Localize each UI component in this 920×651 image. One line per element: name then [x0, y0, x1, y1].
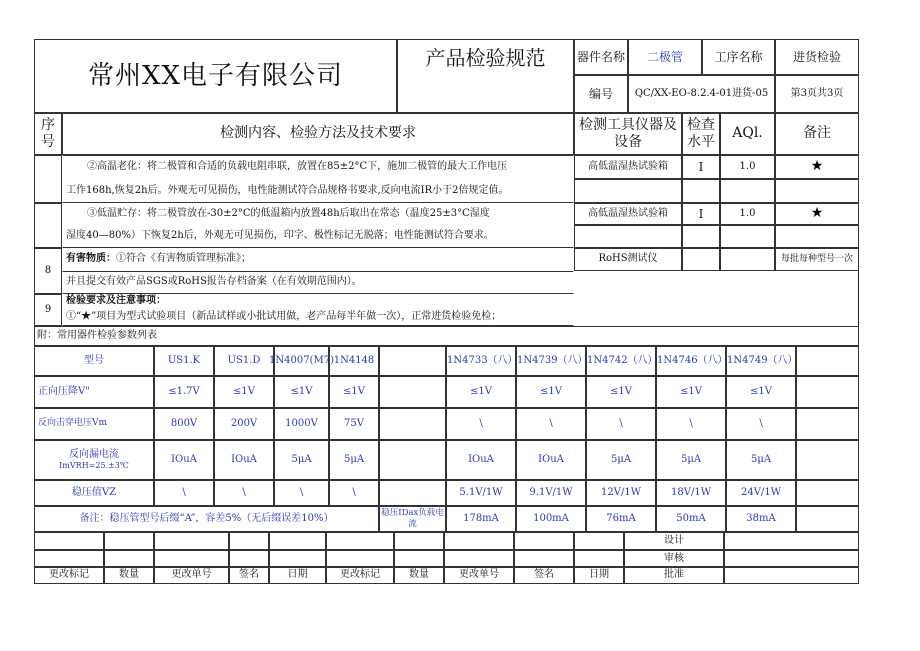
footer-label: 数量	[394, 566, 444, 584]
footer-label: 签名	[514, 566, 574, 584]
vz-gap	[379, 480, 446, 506]
col-level: 检查水平	[682, 113, 720, 155]
type-right-4: 1N4749（八）	[726, 346, 796, 376]
type-label: 型号	[34, 346, 154, 376]
ir-label-condition: ImVRH=25.±3℃	[59, 461, 129, 471]
page-info: 第3页共3页	[775, 75, 859, 113]
vz-blank	[796, 480, 859, 506]
vf-right-0: ≤1V	[446, 376, 516, 408]
izmax-right-2: 76mA	[586, 506, 656, 532]
footer-label: 日期	[574, 566, 624, 584]
footer-label: 更改标记	[326, 566, 394, 584]
footer-cell	[326, 532, 394, 550]
vf-left-1: ≤1V	[214, 376, 274, 408]
r2-remark-blank	[775, 225, 859, 248]
vr-gap	[379, 408, 446, 440]
ir-left-3: 5μA	[329, 440, 379, 480]
r2-remark-star: ★	[775, 203, 859, 225]
footer-cell	[394, 532, 444, 550]
izmax-right-3: 50mA	[656, 506, 726, 532]
footer-label: 签名	[229, 566, 269, 584]
footer-label: 更改标记	[34, 566, 104, 584]
r8-seq: 8	[34, 248, 62, 294]
footer-cell	[444, 532, 514, 550]
row-seq-empty	[34, 203, 62, 248]
footer-cell	[229, 532, 269, 550]
vf-left-3: ≤1V	[329, 376, 379, 408]
r1-level-blank	[682, 179, 720, 203]
footer-cell	[154, 532, 229, 550]
code-value: QC/XX-EO-8.2.4-01进货-05	[628, 75, 775, 113]
vr-left-1: 200V	[214, 408, 274, 440]
r8-text: ①符合《有害物质管理标准》；	[116, 253, 251, 265]
r9-line1: 检验要求及注意事项：	[66, 295, 166, 307]
doc-title: 产品检验规范	[397, 39, 574, 113]
approve-label: 批准	[624, 566, 724, 584]
code-label: 编号	[574, 75, 628, 113]
part-name-value: 二极管	[628, 39, 702, 75]
vz-left-3: \	[329, 480, 379, 506]
vr-right-4: \	[726, 408, 796, 440]
ir-blank	[796, 440, 859, 480]
vf-right-2: ≤1V	[586, 376, 656, 408]
r8-heading: 有害物质：	[66, 253, 116, 265]
footer-cell	[574, 532, 624, 550]
ir-left-0: IOuA	[154, 440, 214, 480]
company-name: 常州XX电子有限公司	[34, 39, 397, 113]
type-right-2: 1N4742（八）	[586, 346, 656, 376]
izmax-blank	[796, 506, 859, 532]
ir-left-2: 5μA	[274, 440, 329, 480]
ir-label-main: 反向漏电流	[69, 448, 119, 460]
vz-right-2: 12V/1W	[586, 480, 656, 506]
izmax-right-4: 38mA	[726, 506, 796, 532]
vr-right-2: \	[586, 408, 656, 440]
footer-cell	[269, 532, 326, 550]
vf-blank	[796, 376, 859, 408]
r1-level: I	[682, 155, 720, 179]
type-right-1: 1N4739（八）	[516, 346, 586, 376]
process-value: 进货检验	[775, 39, 859, 75]
vf-left-0: ≤1.7V	[154, 376, 214, 408]
vz-right-0: 5.1V/1W	[446, 480, 516, 506]
r2-aql-blank	[720, 225, 775, 248]
part-name-label: 器件名称	[574, 39, 628, 75]
r2-level: I	[682, 203, 720, 225]
r1-line2: 工作168h,恢复2h后。外观无可见损伤，电性能测试符合品规格书要求,反向电流IR小于2倍规定值。	[62, 179, 574, 203]
type-left-3: 1N4148	[329, 346, 379, 376]
vr-blank	[796, 408, 859, 440]
col-seq: 序号	[34, 113, 62, 155]
col-content: 检测内容、检验方法及技术要求	[62, 113, 574, 155]
process-label: 工序名称	[702, 39, 775, 75]
appendix-title: 附：常用器件检验参数列表	[34, 326, 859, 346]
vf-right-4: ≤1V	[726, 376, 796, 408]
vr-right-1: \	[516, 408, 586, 440]
r2-line1: ③低温贮存：将二极管放在-30±2°C的低温箱内放置48h后取出在常态（温度25±3°C湿度	[87, 207, 490, 219]
footer-cell	[34, 532, 104, 550]
r8-level-blank	[682, 248, 720, 271]
izmax-label: 稳压IDax负载电流	[379, 506, 446, 532]
footer-label: 数量	[104, 566, 154, 584]
ir-label	[34, 440, 154, 480]
row-seq-empty	[34, 155, 62, 203]
ir-right-0: IOuA	[446, 440, 516, 480]
r8-remark: 每批每种型号一次	[775, 248, 859, 271]
ir-left-1: IOuA	[214, 440, 274, 480]
izmax-right-1: 100mA	[516, 506, 586, 532]
approve-value	[724, 566, 859, 584]
ir-right-3: 5μA	[656, 440, 726, 480]
r1-remark-star: ★	[775, 155, 859, 179]
type-left-1: US1.D	[214, 346, 274, 376]
vz-right-3: 18V/1W	[656, 480, 726, 506]
r9-seq: 9	[34, 294, 62, 326]
r2-line2: 湿度40—80%）下恢复2h后，外观无可见损伤，印字、极性标记无脱落；电性能测试符合要求。	[62, 225, 574, 248]
r1-aql: 1.0	[720, 155, 775, 179]
vf-left-2: ≤1V	[274, 376, 329, 408]
footer-cell	[104, 532, 154, 550]
design-value	[724, 532, 859, 550]
r2-tool: 高低温湿热试验箱	[574, 203, 682, 225]
vr-right-3: \	[656, 408, 726, 440]
footer-label: 更改单号	[154, 566, 229, 584]
ir-right-2: 5μA	[586, 440, 656, 480]
r1-tool: 高低温湿热试验箱	[574, 155, 682, 179]
r8-aql-blank	[720, 248, 775, 271]
col-aql: AQl.	[720, 113, 775, 155]
vz-label: 稳压值VZ	[34, 480, 154, 506]
inspection-spec-sheet	[34, 39, 859, 584]
vr-left-0: 800V	[154, 408, 214, 440]
izmax-right-0: 178mA	[446, 506, 516, 532]
col-remark: 备注	[775, 113, 859, 155]
vz-left-2: \	[274, 480, 329, 506]
footer-cell	[514, 532, 574, 550]
r9-line2: ①“★”项目为型式试验项目（新品试样或小批试用做，老产品每半年做一次），正常进货检验免检；	[62, 309, 574, 326]
vf-right-1: ≤1V	[516, 376, 586, 408]
r1-aql-blank	[720, 179, 775, 203]
review-label: 审核	[624, 550, 724, 568]
footer-label: 日期	[269, 566, 326, 584]
type-left-2: 1N4007(M7)	[274, 346, 329, 376]
r2-level-blank	[682, 225, 720, 248]
r8-line2: 并且提交有效产品SGS或RoHS报告存档备案（在有效期范围内）。	[62, 271, 574, 294]
vr-left-2: 1000V	[274, 408, 329, 440]
r2-tool-blank	[574, 225, 682, 248]
r1-line1: ②高温老化：将二极管和合适的负载电阻串联，放置在85±2°C下，施加二极管的最大工作电压	[62, 155, 574, 179]
footer-label: 更改单号	[444, 566, 514, 584]
vz-left-1: \	[214, 480, 274, 506]
type-blank	[796, 346, 859, 376]
ir-gap	[379, 440, 446, 480]
type-right-0: 1N4733（八）	[446, 346, 516, 376]
vf-right-3: ≤1V	[656, 376, 726, 408]
vf-label: 正向压降V"	[34, 376, 154, 408]
vr-left-3: 75V	[329, 408, 379, 440]
r1-remark-blank	[775, 179, 859, 203]
vz-right-1: 9.1V/1W	[516, 480, 586, 506]
vr-label: 反向击穿电压Vm	[34, 408, 154, 440]
type-gap	[379, 346, 446, 376]
design-label: 设计	[624, 532, 724, 550]
vz-left-0: \	[154, 480, 214, 506]
type-right-3: 1N4746（八）	[656, 346, 726, 376]
col-tools: 检测工具仪器及设备	[574, 113, 682, 155]
vz-right-4: 24V/1W	[726, 480, 796, 506]
vr-right-0: \	[446, 408, 516, 440]
r8-line1	[62, 248, 574, 271]
r1-tool-blank	[574, 179, 682, 203]
ir-right-1: IOuA	[516, 440, 586, 480]
ir-right-4: 5μA	[726, 440, 796, 480]
r2-aql: 1.0	[720, 203, 775, 225]
r8-tool: RoHS测试仪	[574, 248, 682, 271]
vf-gap	[379, 376, 446, 408]
type-left-0: US1.K	[154, 346, 214, 376]
appendix-note: 备注：稳压管型号后缀“A”，容差5%（无后缀误差10%）	[34, 506, 379, 532]
